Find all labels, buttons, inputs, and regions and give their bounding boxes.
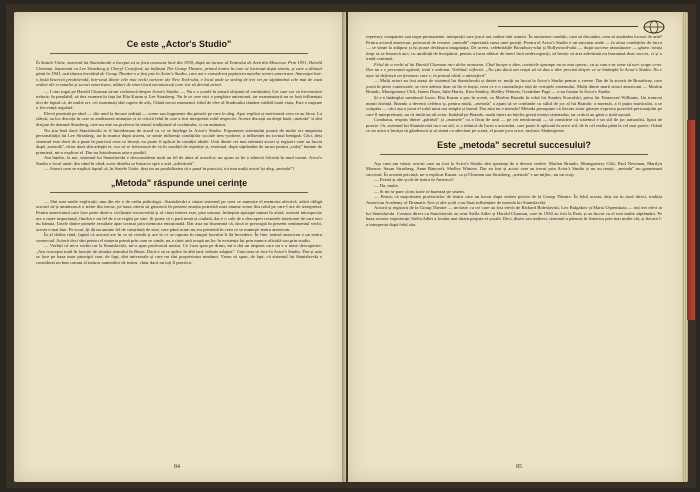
globe-logo-icon [642,20,666,34]
section-heading: „Metoda" răspunde unei cerințe [110,177,248,188]
dialog-line: — Și mi se pare că nu toate se bazează pe sistem. [374,188,465,194]
paragraph: Și s-a întâmplat următorul lucru: Elia Kazan a pus în scenă, cu Marlon Brando în rolul lui Stanley Kowalski, piesa lui Tennessee Williams, Un tramvai numit dorință. Brando a devenit celebru și, pentru mulți, „metoda" a ajuns să se confunde cu stilul de joc al lui Brando: a mormăi, a fi puțin inarticulat, a se scărpina — căci așa a jucat el rolul unui om simplu și brutal. Dar asta nu e metoda! Metoda presupune că fiecare actor găsește expresia potrivită personajului pe care îl interpretează, nu că imită un alt actor. Imitând pe Brando, mulți tineri au înțeles greșit esența sistemului, iar criticii au găsit o țintă ușoară. [366,95,662,117]
paragraph: Nu știu însă dacă Stanislavski ar fi întotdeauna de acord cu ce se înțelege la Actor's Studio. Expunerea sistemului poartă de multe ori amprenta personalității lui Lee Strasberg, iar în munca după sistem, se simte influența condițiilor sociale new-yorkeze, a influenței nu tocmai benignă. Căci, deși sistemul este dorit de a pune în practică ceea ce învață, nu poate fi aplicat în condiții ideale. Unii dintre cei mai talentați actori și regizori care au lucrat după „metodă", chiar dacă sînt adepții ei, vor să se folosească de ea în condiții de repetiție și, eventual, după săptămâni de tururi pentru „rodaj" înainte de premieră, mi-a explicat el. Dar nu întotdeauna asta e posibil. [36,127,322,155]
page-number: 84 [174,464,180,470]
left-page [14,12,346,482]
heading-rule [50,192,308,193]
paragraph: — Sînt mai multe explicații: una din ele e de ordin psihologic. Stanislavski a căutat sistemul pe ceea ce numește el memoria afectivă, adică obligă actorul să-și amintească o trăire din trecut, pe baza căreia să găsească în prezent emoția potrivită unei anume scene din rolul pe care-l are de interpretat. Pentru americanul care face parte dintr-o civilizație extravertită și al cărui interes este, prin urmare, îndreptat aproape numai în afară, această introspecție are o mare importanță, fiindcă e un fel de a se regăsi pe sine. Și poate că o pară nouă și ciudată, dar e o cale de a descoperi resursele interioare de care nici nu bănuia. Unele dintre primele rezultate apar tocmai prin memoria emoțională. Dar asta nu înseamnă că, dacă te preocupă în prezent sentimentul vechi, acesta e mai bun. Pe scurt, îți dă un anume fel de conștiință de sine, care până acum nu era prezentă în ceea ce se numește teatru american. [36,198,322,232]
left-page-column [36,36,322,266]
paragraph: — Atunci cum se explică faptul că, în Statele Unite, deși nu au posibilitatea să o pună în practică, tot mai mulți actori își aleg „metoda"? [44,166,295,172]
paragraph: Elevii prezintă pe rând — cîte unul la fiecare ședință — scene sau fragmente din piesele pe care le aleg. Apoi explică și motivează ceea ce au făcut. La sfârșit, au loc discuții în care se analizează minuțios și se critică felul în care a fost interpretat rolul respectiv. Aceste discuții au drept bază „metoda" și sînt dirijate de domnul Strasberg, care nu este un profesor în sensul tradițional al cuvântului, ci un animator. [36,110,322,128]
header-line [498,26,638,27]
paragraph: — Pentru că majoritatea profesorilor de teatru care au lucrat după sistem provin de la Group Theatre. În felul acesta, deși nu în mod direct, tradiția American Academy of Dramatic Arts și alte școli s-au lăsat influențate de metoda lui Stanislavski. [366,194,662,205]
lead-paragraph: În Statele Unite, sistemul lui Stanislavski a început să se facă cunoscut încă din 1930, după un turneu al Teatrului de Artă din Moscova. Prin 1931, Harold Clurman, împreună cu Lee Strasberg și Cheryl Crawford, au înființat The Group Theatre, primul teatru în care se lucrează după sistem, și care a dăinuit până în 1941, activitatea încetând de Group Theatre-s a fost pus în Actor's Studio, care azi e considerat pepiniera marilor actori americani. Amenajat într-o fostă biserică presbiterală, într-unul dintre cele mai vechi cartiere ale New York-ului, e locul unde se strâng de trei ori pe săptămână cele mai de vază vedete ale ecranului și scenei americane, alături de tineri încă necunoscuți care vor să devină actori. [36,60,322,88]
paragraph: Am înțeles, la noi, sistemul lui Stanislavski e desconsiderat mult un fel de abuz al actorilor; nu ajuns să fie o tehnică folosită în mod curent. Actor's Studio e locul unde, din când în când, acest idealist se întoarce spre o artă „adevărată". [36,155,322,166]
left-page-heading: Ce este „Actor's Studio" [126,39,232,49]
heading-rule [380,154,648,155]
dialog-line: — Există și alte școli de teatru în America? [374,177,454,183]
dialog-line: — Da, multe. [374,183,400,189]
italic-paragraph: Felul de a vorbi al lui Harold Clurman nu-i deloc monoton. Cînd începe o idee, cuvintele aproape nu se mai opresc, ca și cum s-ar teme să nu-i scape ceva. Dar nu e o persoană agitată; totul e ordonat. Vorbind, reflectă: „Nu știu dacă am reușit să vă dau o idee precisă despre ce se întâmplă la Actor's Studio. Nu e ușor să definești un fenomen care e, în primul rând, o atmosferă". [366,61,662,78]
paragraph: — Mulți actori au fost atrași de sistemul lui Stanislavski și dintre ei, mulți au lucrat la Actor's Studio pentru o vreme. Dar de la actorii de Broadway, care joacă în piese comerciale, se cere adesea doar să fie ei înșiși, ceea ce e o contradicție față de cerințele sistemului. Mulți dintre marii actori americani — Marlon Brando, Montgomery Clift, James Dean, Julie Harris, Kim Stanley, Shelley Winters, Geraldine Page — s-au format la Actor's Studio. [366,78,662,95]
paragraph: — Vorbiți că mi-a vorbit rar la Stanislavski, mi-a spus profesorul nostru. Ce i-am spus pe drum, mi-a dat un răspuns care nu e o mare descoperire: „Am conceput totul în funcție de situația teatrului în Rusia. Dacă e să se aplice în altă țară, trebuie adaptat". Cam asta se face la Actor's Studio. Dar și asta se face pe baza unor principii care, de fapt, sînt universale și care nu sînt proprietatea nimănui. Vreau să spun, de fapt, că sistemul lui Stanislavski e considerat un bun comun al tuturor oamenilor de teatru, chiar dacă nu toți îl practică. [36,243,322,265]
paragraph: Combatut, respins dintre „părinții" și „mamele" cu a făcut de unii — pe cei neinformați — să considere că sistemul e un stil de joc naturalist, lipsit de poezie. Or, sistemul lui Stanislavski nu e un stil, ci o tehnică de lucru a actorului, care poate fi aplicată în orice stil, de la cel realist până la cel mai poetic. Odată ce un actor a învățat să gândească și să simtă cu adevărat pe scenă, el poate juca orice, inclusiv Shakespeare. [366,117,662,134]
paragraph: În al doilea rând, faptul că actorul are în ce să creadă și are la ce se raporta în timpul lucrului îi dă încredere. În fine, teatrul american e un teatru comercial. Actorii deci sînt pentru el materia primă prin care se vinde, nu a cărei artă ocupă un loc în existența lui prin munca oficială sau prin studiu. [36,232,322,243]
paragraph: repertory companies sau trupe permanente, interpreții care joacă azi, mâine sînt someri. În asemenea condiții, cum să discutăm, cum să analizăm lucruri de artă? Pentru actorul american, posesorul de resurse „metodă" reprezintă sursa unei poziții. Pentru el Actor's Studio e un sanctuar unde — în afara condițiilor de lucru — se simte la adăpost și își poate desfășura imaginația. De aceea, celebritățile Broadway-ului și Hollywood-ului — după succese răsunătoare — găsesc totuși timp să se întoarcă aici, cu umilință de începători, pentru a lucra alături de tineri încă nedescoperiți, să învețe că arta adevărată nu înseamnă doar succes, ci și o trudă continuă. [366,34,662,62]
section-heading: Este „metoda" secretul succesului? [437,139,591,150]
book-spread [6,4,696,488]
paragraph: Actorii și regizorii de la Group Theatre — inclusiv cu cei care au fost elevii de Richard Boleslavski, Leo Bulgakov și Maria Uspenskaia — toți trei elevi ai lui Stanislavski. Contact direct cu Stanislavski au avut Stella Adler și Harold Clurman, care în 1934 au fost la Paris și au lucrat cu el mai multe săptămâni. Pe baza acestor experiențe, Stella Adler a fondat mai târziu propria ei școală. Deci, direct sau indirect, sistemul a pătruns în America prin mai multe căi, și fiecare l-a interpretat după felul său. [366,205,662,227]
right-page-column [366,34,662,227]
page-number: 85 [516,464,522,470]
paragraph: Așa cum am văzut, actorii care au fost la Actor's Studio sînt speranța de a deveni vedete: Marlon Brando, Montgomery Clift, Paul Newman, Marilyn Monroe, Susan Strasberg, Anne Bancroft, Shelley Winters. Dar au fost și actori care au trecut prin Actor's Studio și nu au reușit: „metoda" nu garantează succesul. În această privință, ne-a explicat Kazan, ca și Clurman sau Strasberg, „metoda" e un mijloc, nu un scop. [366,160,662,177]
heading-rule [50,53,308,54]
bookmark-ribbon [687,120,695,320]
right-page [348,12,688,482]
paragraph: — L-am rugat pe Harold Clurman să-mi vorbească despre Actor's Studio: — Nu e o școală în sensul obișnuit al cuvântului. Cei care vor să frecventeze trebuie, în prealabil, să dea examen în fața lui Elia Kazan și Lee Strasberg. Nu le se cere nici o pregătire anterioară, iar examinatorii nu se lasă influențați nici de faptul că, de multe ori, cei examinați sînt capete de afiș. Odată trecut examenul, titlul de elev al Studioului rămâne valabil toată viața. Este o impune o frecvență regulată. [36,88,322,111]
